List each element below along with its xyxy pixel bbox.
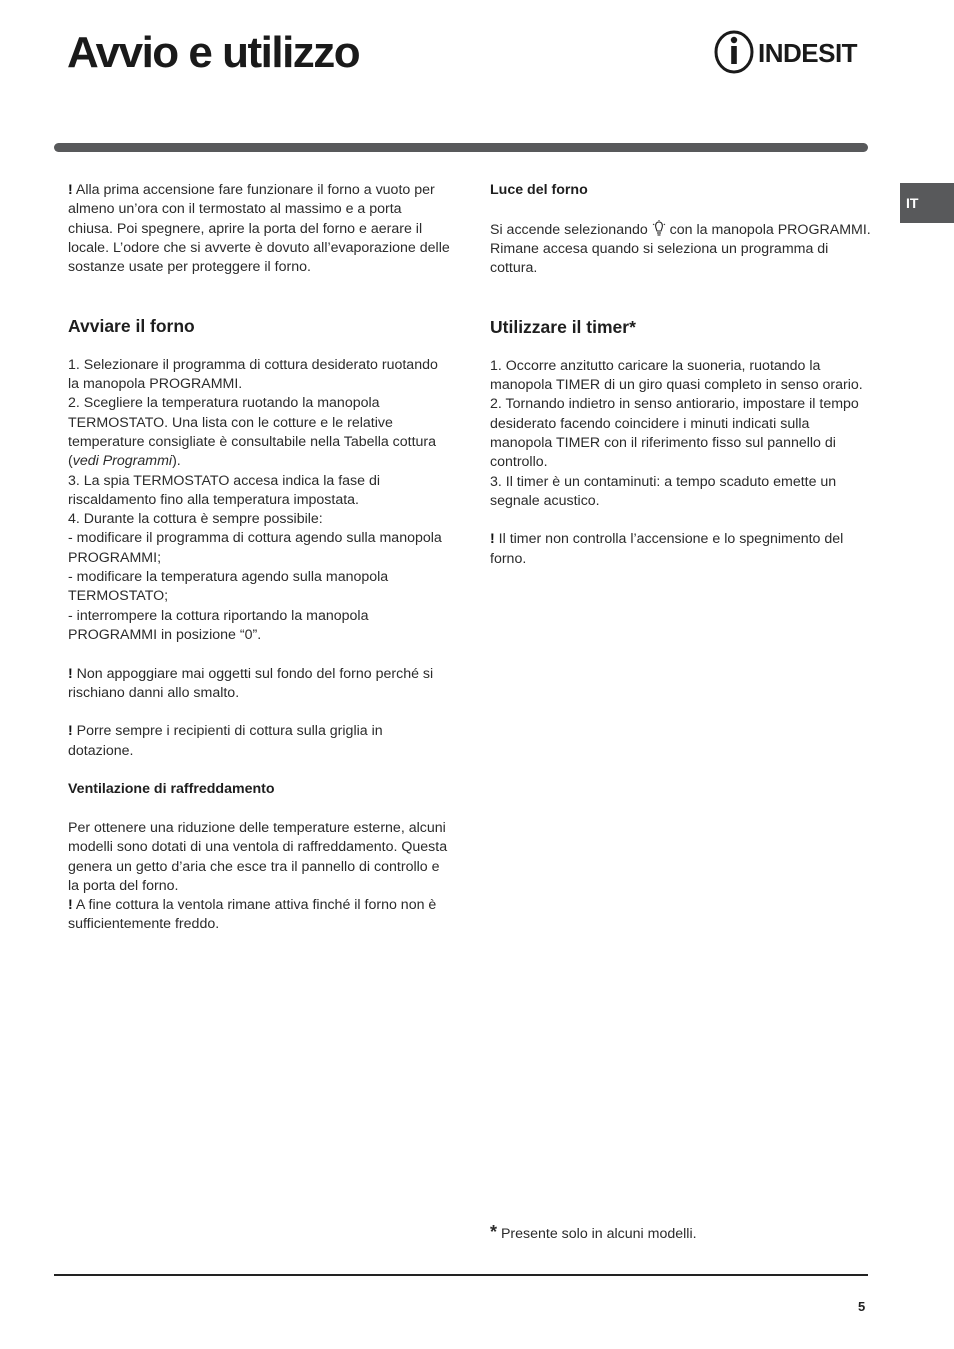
step-2: 2. Scegliere la temperatura ruotando la manopola TERMOSTATO. Una lista con le cotture e le relative temperature consigliate è consultabile nella Tabella cottura (vedi Programmi). (68, 395, 437, 470)
page-number: 5 (858, 1299, 866, 1314)
step-3: 3. La spia TERMOSTATO accesa indica la fase di riscaldamento fino alla temperatura impostata. (68, 472, 380, 508)
warning-griglia: ! Porre sempre i recipienti di cottura sulla griglia in dotazione. (68, 723, 383, 759)
ventilazione-text: Per ottenere una riduzione delle temperature esterne, alcuni modelli sono dotati di una ventola di raffreddamento. Questa genera un getto d’aria che esce tra il pannello di controllo e la porta del forno. (68, 819, 448, 894)
footer-divider (54, 1274, 868, 1276)
intro-paragraph: ! Alla prima accensione fare funzionare il forno a vuoto per almeno un’ora con il termostato al massimo e a porta chiusa. Poi spegnere, aprire la porta del forno e aerare il locale. L’odore che si avverte è dovuto all’evaporazione delle sostanze usate per proteggere il forno. (68, 182, 450, 276)
luce-text: Si accende selezionando con la manopola PROGRAMMI. Rimane accesa quando si seleziona un programma di cottura. (490, 221, 871, 277)
language-tab: IT (900, 183, 954, 223)
heading-utilizzare-timer: Utilizzare il timer* (490, 317, 636, 338)
heading-avviare-forno: Avviare il forno (68, 316, 195, 337)
option-3: - interrompere la cottura riportando la manopola PROGRAMMI in posizione “0”. (68, 607, 369, 643)
heading-ventilazione: Ventilazione di raffreddamento (68, 781, 275, 798)
option-2: - modificare la temperatura agendo sulla manopola TERMOSTATO; (68, 569, 389, 605)
warning-mark: ! (68, 182, 73, 198)
warning-smalto: ! Non appoggiare mai oggetti sul fondo del forno perché si rischiano danni allo smalto. (68, 665, 434, 701)
warning-timer: ! Il timer non controlla l’accensione e lo spegnimento del forno. (490, 531, 844, 567)
see-programs-ref: vedi Programmi (72, 453, 173, 470)
lamp-icon (652, 220, 666, 237)
right-column (490, 181, 872, 569)
page-title: Avvio e utilizzo (67, 28, 360, 77)
option-1: - modificare il programma di cottura agendo sulla manopola PROGRAMMI; (68, 530, 442, 566)
left-column (68, 181, 450, 935)
timer-step-1: 1. Occorre anzitutto caricare la suoneria, ruotando la manopola TIMER di un giro quasi completo in senso orario. (490, 357, 863, 394)
heading-luce-forno: Luce del forno (490, 182, 588, 198)
footnote: * Presente solo in alcuni modelli. (490, 1222, 697, 1242)
step-1: 1. Selezionare il programma di cottura desiderato ruotando la manopola PROGRAMMI. (68, 356, 438, 393)
footnote-asterisk: * (490, 1222, 498, 1242)
step-4: 4. Durante la cottura è sempre possibile: (68, 511, 323, 528)
timer-step-3: 3. Il timer è un contaminuti: a tempo scaduto emette un segnale acustico. (490, 473, 837, 509)
header-divider-bar (54, 143, 868, 152)
warning-ventola: ! A fine cottura la ventola rimane attiva finché il forno non è sufficientemente freddo. (68, 897, 437, 933)
indesit-logo (713, 30, 873, 76)
timer-step-2: 2. Tornando indietro in senso antiorario, impostare il tempo desiderato facendo coincidere i minuti indicati sulla manopola TIMER con il riferimento fisso sul pannello di controllo. (490, 396, 859, 471)
svg-text:INDESIT: INDESIT (758, 38, 858, 68)
